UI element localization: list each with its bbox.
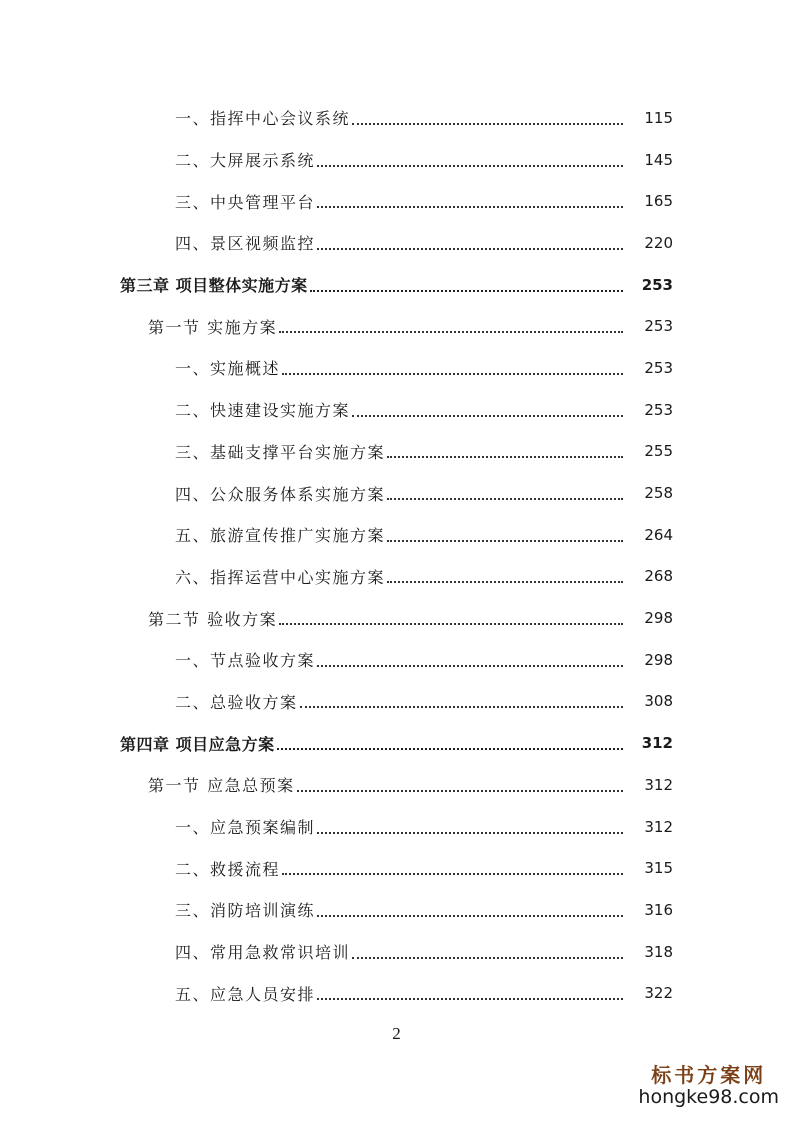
toc-entry-page: 253 — [644, 400, 673, 419]
toc-entry-title: 第一节 应急总预案 — [148, 776, 295, 796]
toc-dot-leader — [317, 816, 623, 834]
toc-entry-page: 253 — [641, 275, 673, 294]
toc-entry-title: 四、景区视频监控 — [175, 234, 316, 254]
toc-dot-leader — [282, 857, 623, 875]
toc-entry-title: 六、指挥运营中心实施方案 — [175, 567, 386, 587]
toc-dot-leader — [317, 190, 623, 208]
toc-entry-title: 一、实施概述 — [175, 359, 281, 379]
toc-entry-page: 315 — [644, 859, 673, 878]
toc-entry-page: 268 — [644, 567, 673, 586]
toc-entry-title: 二、救援流程 — [175, 859, 281, 879]
toc-entry-title: 第二节 验收方案 — [148, 609, 278, 629]
toc-item-entry[interactable] — [0, 180, 793, 222]
toc-dot-leader — [297, 774, 623, 792]
toc-entry-page: 145 — [644, 150, 673, 169]
toc-entry-page: 298 — [644, 609, 673, 628]
toc-item-entry[interactable] — [0, 389, 793, 431]
toc-entry-title: 一、应急预案编制 — [175, 818, 316, 838]
toc-entry-title: 三、中央管理平台 — [175, 192, 316, 212]
toc-dot-leader — [300, 690, 623, 708]
toc-entry-title: 二、大屏展示系统 — [175, 151, 316, 171]
toc-entry-page: 312 — [641, 734, 673, 753]
toc-entry-page: 322 — [644, 984, 673, 1003]
toc-item-entry[interactable] — [0, 347, 793, 389]
toc-dot-leader — [352, 399, 623, 417]
toc-entry-page: 220 — [644, 233, 673, 252]
toc-entry-title: 三、消防培训演练 — [175, 901, 316, 921]
toc-dot-leader — [310, 274, 623, 292]
toc-item-entry[interactable] — [0, 639, 793, 681]
toc-dot-leader — [387, 565, 623, 583]
toc-entry-page: 253 — [644, 317, 673, 336]
page-number: 2 — [392, 1024, 401, 1043]
toc-item-entry[interactable] — [0, 514, 793, 556]
toc-entry-title: 四、公众服务体系实施方案 — [175, 484, 386, 504]
toc-entry-title: 一、指挥中心会议系统 — [175, 109, 351, 129]
toc-entry-page: 264 — [644, 525, 673, 544]
toc-dot-leader — [282, 357, 623, 375]
toc-dot-leader — [387, 440, 623, 458]
toc-dot-leader — [317, 149, 623, 167]
toc-entry-title: 二、总验收方案 — [175, 692, 298, 712]
toc-item-entry[interactable] — [0, 681, 793, 723]
toc-section-entry[interactable] — [0, 305, 793, 347]
toc-entry-title: 五、旅游宣传推广实施方案 — [175, 526, 386, 546]
toc-dot-leader — [317, 899, 623, 917]
toc-entry-page: 316 — [644, 900, 673, 919]
toc-entry-page: 298 — [644, 650, 673, 669]
toc-dot-leader — [279, 607, 623, 625]
toc-dot-leader — [279, 315, 623, 333]
toc-item-entry[interactable] — [0, 472, 793, 514]
toc-entry-title: 五、应急人员安排 — [175, 984, 316, 1004]
toc-entry-page: 165 — [644, 192, 673, 211]
toc-item-entry[interactable] — [0, 556, 793, 598]
toc-entry-title: 第四章 项目应急方案 — [120, 734, 275, 754]
toc-entry-title: 二、快速建设实施方案 — [175, 401, 351, 421]
toc-dot-leader — [277, 732, 623, 750]
toc-dot-leader — [317, 649, 623, 667]
toc-entry-page: 253 — [644, 358, 673, 377]
toc-entry-page: 312 — [644, 817, 673, 836]
toc-entry-title: 三、基础支撑平台实施方案 — [175, 442, 386, 462]
toc-dot-leader — [317, 982, 623, 1000]
toc-item-entry[interactable] — [0, 222, 793, 264]
toc-entry-page: 318 — [644, 942, 673, 961]
toc-item-entry[interactable] — [0, 97, 793, 139]
toc-entry-title: 第三章 项目整体实施方案 — [120, 276, 308, 296]
toc-chapter-entry[interactable] — [0, 722, 793, 764]
watermark — [638, 1059, 779, 1108]
toc-entry-page: 312 — [644, 775, 673, 794]
toc-section-entry[interactable] — [0, 597, 793, 639]
toc-item-entry[interactable] — [0, 931, 793, 973]
toc-entry-title: 一、节点验收方案 — [175, 651, 316, 671]
toc-dot-leader — [352, 941, 623, 959]
toc-entry-title: 四、常用急救常识培训 — [175, 943, 351, 963]
toc-item-entry[interactable] — [0, 431, 793, 473]
toc-entry-page: 308 — [644, 692, 673, 711]
watermark-name: 标书方案网 — [651, 1063, 767, 1087]
toc-section-entry[interactable] — [0, 764, 793, 806]
toc-entry-page: 258 — [644, 484, 673, 503]
toc-entry-page: 255 — [644, 442, 673, 461]
toc-item-entry[interactable] — [0, 847, 793, 889]
toc-item-entry[interactable] — [0, 889, 793, 931]
toc-entry-title: 第一节 实施方案 — [148, 317, 278, 337]
toc-chapter-entry[interactable] — [0, 264, 793, 306]
toc-dot-leader — [317, 232, 623, 250]
toc-entry-page: 115 — [644, 108, 673, 127]
table-of-contents — [0, 97, 793, 1014]
toc-item-entry[interactable] — [0, 972, 793, 1014]
toc-dot-leader — [387, 524, 623, 542]
toc-item-entry[interactable] — [0, 806, 793, 848]
toc-dot-leader — [352, 107, 623, 125]
toc-dot-leader — [387, 482, 623, 500]
watermark-url: hongke98.com — [638, 1086, 779, 1108]
toc-item-entry[interactable] — [0, 139, 793, 181]
